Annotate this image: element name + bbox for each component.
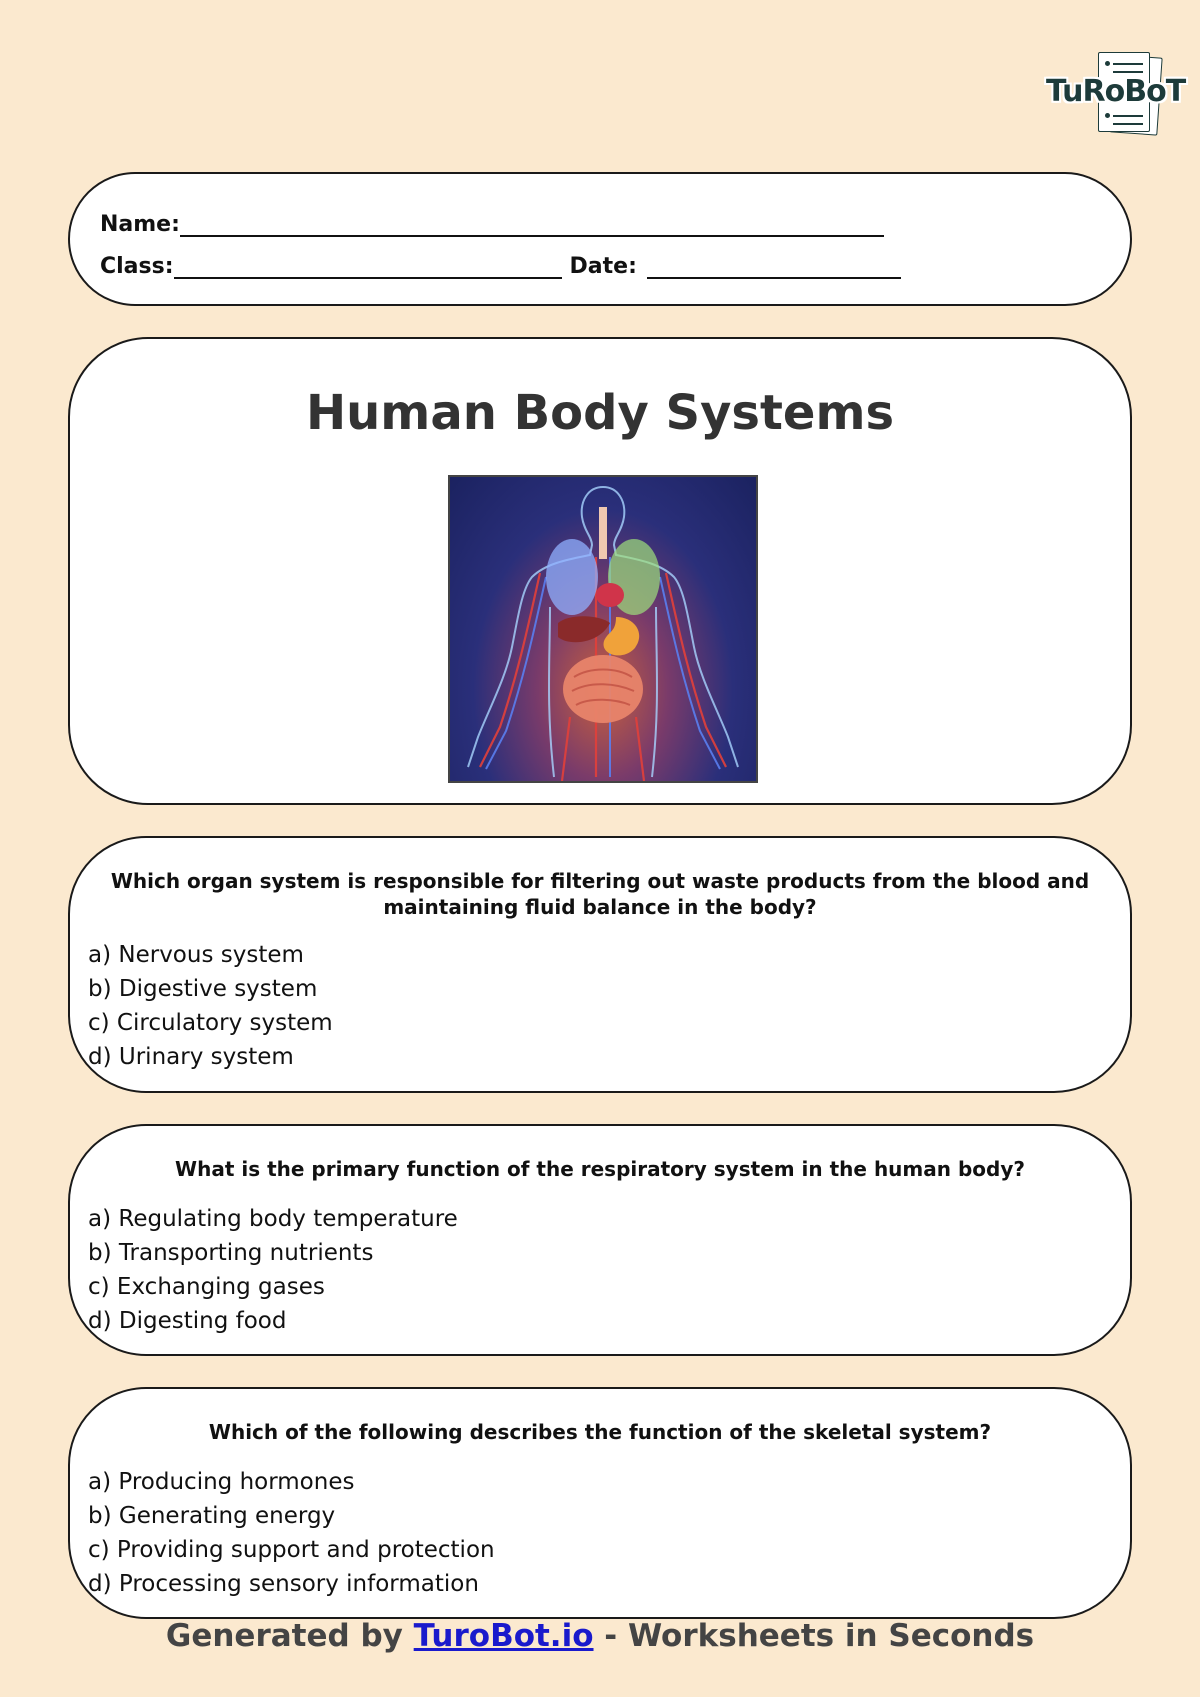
question-2-option-c[interactable]: c) Exchanging gases: [88, 1274, 325, 1300]
class-label: Class:: [100, 254, 174, 279]
worksheet-title: Human Body Systems: [305, 385, 895, 441]
human-anatomy-illustration: [448, 475, 758, 783]
question-card-1: [68, 836, 1132, 1093]
question-3-option-a[interactable]: a) Producing hormones: [88, 1469, 355, 1495]
question-2-option-b[interactable]: b) Transporting nutrients: [88, 1240, 374, 1266]
question-1-option-a[interactable]: a) Nervous system: [88, 942, 304, 968]
question-2-option-a[interactable]: a) Regulating body temperature: [88, 1206, 458, 1232]
question-1-text: Which organ system is responsible for filtering out waste products from the blood and maintaining fluid balance in the body?: [110, 869, 1090, 919]
footer: [0, 1618, 1200, 1654]
question-1-option-c[interactable]: c) Circulatory system: [88, 1010, 333, 1036]
question-3-option-d[interactable]: d) Processing sensory information: [88, 1571, 479, 1597]
logo-wordmark: TuRoBoT: [1046, 74, 1186, 109]
question-2-text: What is the primary function of the respiratory system in the human body?: [175, 1157, 1025, 1181]
question-3-option-c[interactable]: c) Providing support and protection: [88, 1537, 495, 1563]
question-1-option-d[interactable]: d) Urinary system: [88, 1044, 294, 1070]
question-3-options: [88, 1465, 495, 1601]
question-1-options: [88, 938, 333, 1074]
question-2-options: [88, 1202, 458, 1338]
turobot-link[interactable]: TuroBot.io: [413, 1618, 594, 1654]
question-card-2: [68, 1124, 1132, 1356]
title-panel: [68, 337, 1132, 805]
student-info-panel: [68, 172, 1132, 306]
name-blank: [180, 213, 884, 237]
date-label: Date:: [569, 254, 637, 279]
class-blank: [174, 255, 562, 279]
footer-prefix: Generated by: [165, 1618, 414, 1654]
question-card-3: [68, 1387, 1132, 1619]
question-3-option-b[interactable]: b) Generating energy: [88, 1503, 336, 1529]
question-2-option-d[interactable]: d) Digesting food: [88, 1308, 287, 1334]
name-label: Name:: [100, 212, 180, 237]
class-date-row: [100, 254, 901, 279]
date-blank: [647, 255, 901, 279]
question-1-option-b[interactable]: b) Digestive system: [88, 976, 318, 1002]
anatomy-svg: [450, 477, 756, 781]
turobot-logo: [1046, 52, 1186, 138]
question-3-text: Which of the following describes the function of the skeletal system?: [208, 1420, 992, 1444]
footer-suffix: - Worksheets in Seconds: [593, 1618, 1035, 1654]
name-field-row: [100, 212, 884, 237]
